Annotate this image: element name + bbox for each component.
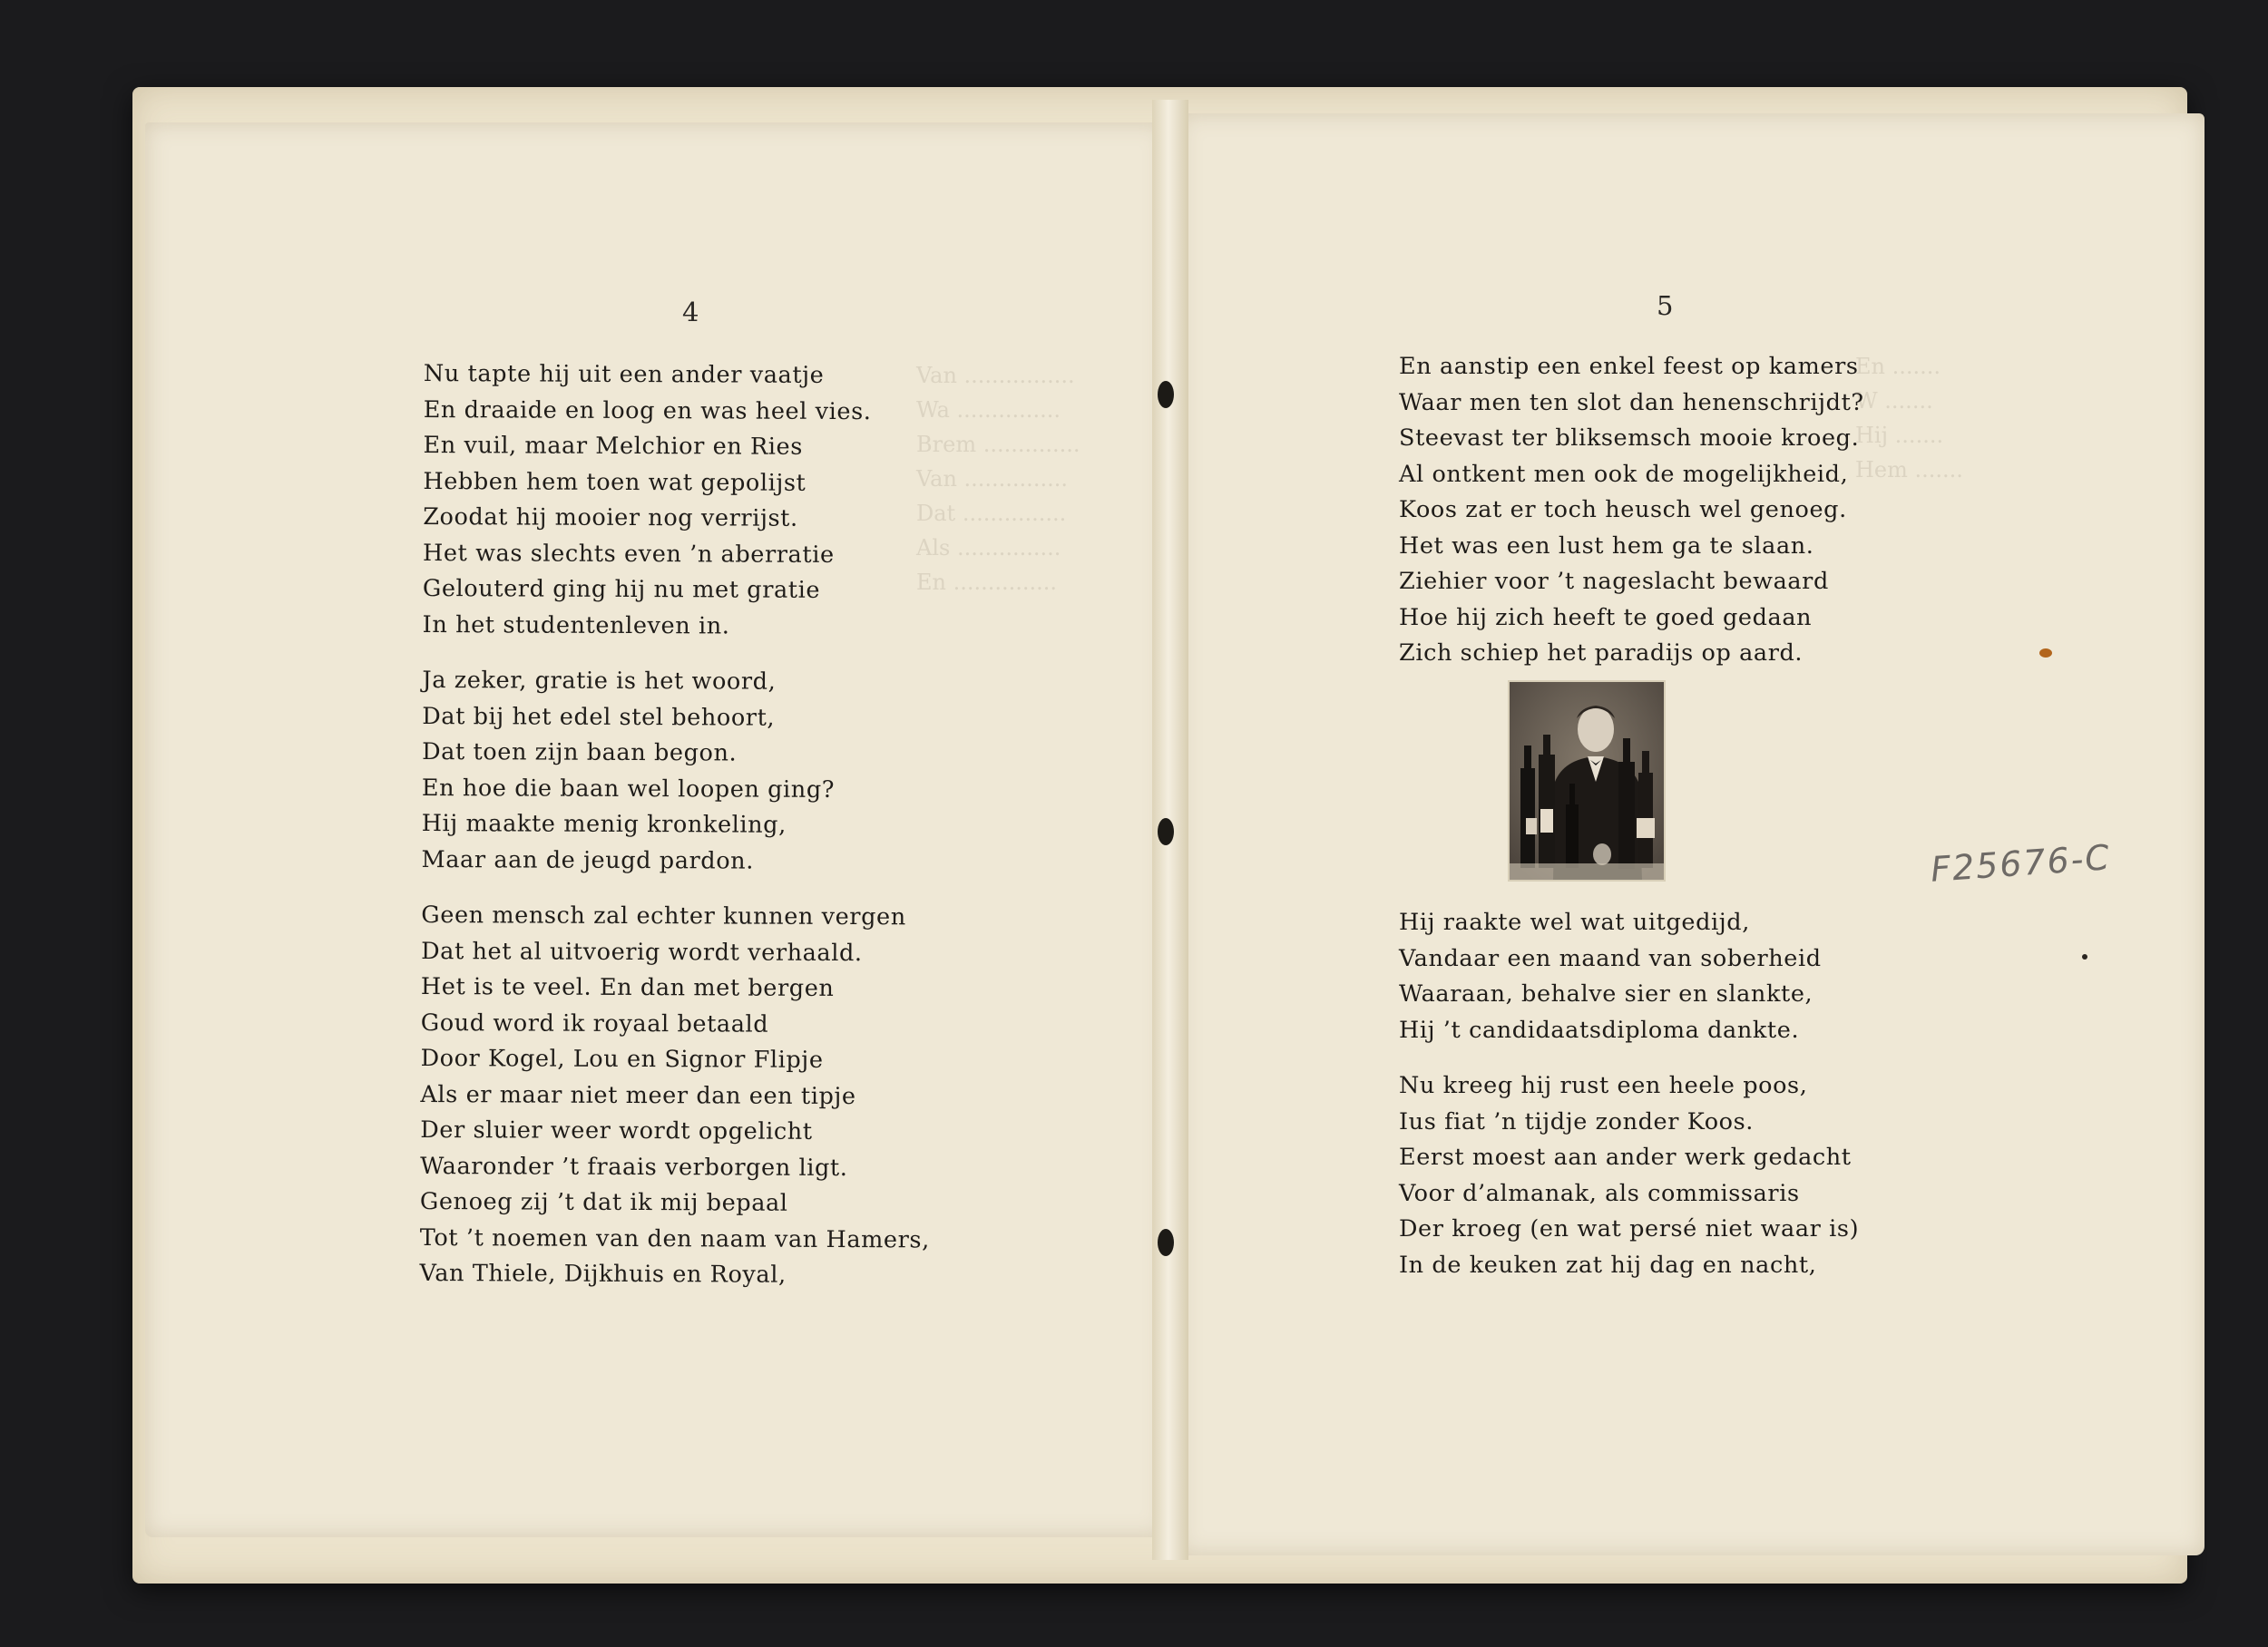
binding-hole	[1158, 1229, 1174, 1256]
poem-line: Dat toen zijn baan begon.	[422, 737, 738, 767]
page-number-left: 4	[682, 297, 700, 327]
poem-line: Waar men ten slot dan henenschrijdt?	[1399, 388, 1864, 416]
poem-line: Ziehier voor ’t nageslacht bewaard	[1399, 568, 1829, 595]
portrait-photo-image	[1510, 682, 1664, 880]
poem-line: Het was slechts even ’n aberratie	[422, 539, 835, 569]
poem-line: Het was een lust hem ga te slaan.	[1399, 531, 1814, 560]
show-through-text: En ....... W ....... Hij ....... Hem .......	[1855, 354, 1963, 482]
poem-line: Eerst moest aan ander werk gedacht	[1399, 1144, 1852, 1171]
poem-line: Dat bij het edel stel behoort,	[422, 702, 776, 732]
page-number-right: 5	[1657, 290, 1675, 321]
poem-line: Hij ’t candidaatsdiploma dankte.	[1399, 1016, 1800, 1044]
poem-line: Zich schiep het paradijs op aard.	[1399, 639, 1804, 667]
poem-line: Goud word ik royaal betaald	[420, 1009, 769, 1038]
poem-line: Ius fiat ’n tijdje zonder Koos.	[1399, 1107, 1754, 1135]
right-page	[1179, 113, 2204, 1555]
poem-line: Al ontkent men ook de mogelijkheid,	[1399, 460, 1849, 488]
poem-line: En vuil, maar Melchior en Ries	[423, 431, 804, 461]
poem-line: Hebben hem toen wat gepolijst	[423, 467, 807, 497]
poem-line: Nu tapte hij uit een ander vaatje	[423, 359, 825, 389]
poem-line: Vandaar een maand van soberheid	[1399, 944, 1822, 972]
stanza	[1399, 349, 1864, 672]
poem-line: Dat het al uitvoerig wordt verhaald.	[421, 937, 863, 967]
poem-line: Der kroeg (en wat persé niet waar is)	[1399, 1215, 1860, 1243]
poem-line: Hoe hij zich heeft te goed gedaan	[1399, 603, 1813, 631]
poem-line: In het studentenleven in.	[422, 610, 730, 639]
paper-speck	[2082, 954, 2087, 960]
poem-line: Van Thiele, Dijkhuis en Royal,	[419, 1259, 787, 1289]
poem-line: Hij raakte wel wat uitgedijd,	[1399, 909, 1750, 936]
stanza	[1399, 905, 1859, 1048]
poem-line: Door Kogel, Lou en Signor Flipje	[420, 1044, 824, 1074]
poem-line: Geen mensch zal echter kunnen vergen	[421, 901, 906, 931]
poem-line: Koos zat er toch heusch wel genoeg.	[1399, 496, 1847, 523]
poem-line: In de keuken zat hij dag en nacht,	[1399, 1251, 1817, 1279]
paper-stain	[2039, 648, 2052, 658]
show-through-text: Van ................ Wa ............... Brem .............. Van ............... Dat ............... Als ............... En ...............	[916, 363, 1080, 595]
poem-line: Het is te veel. En dan met bergen	[420, 972, 835, 1002]
binding-hole	[1158, 818, 1174, 845]
poem-line: Gelouterd ging hij nu met gratie	[422, 574, 821, 604]
poem-line: Waaraan, behalve sier en slankte,	[1399, 980, 1813, 1008]
left-page-poem	[419, 356, 934, 1314]
poem-line: En aanstip een enkel feest op kamers	[1399, 353, 1859, 380]
poem-line: Voor d’almanak, als commissaris	[1399, 1179, 1800, 1207]
poem-line: Tot ’t noemen van den naam van Hamers,	[419, 1223, 930, 1253]
poem-line: Maar aan de jeugd pardon.	[421, 845, 755, 875]
stanza	[419, 898, 931, 1294]
poem-line: Der sluier weer wordt opgelicht	[420, 1116, 813, 1145]
stanza	[1399, 1068, 1859, 1283]
portrait-photo	[1508, 680, 1666, 882]
catalog-annotation: F25676-C	[1929, 837, 2113, 890]
poem-line: En draaide en loog en was heel vies.	[423, 395, 872, 425]
poem-line: Ja zeker, gratie is het woord,	[422, 666, 777, 696]
poem-line: Zoodat hij mooier nog verrijst.	[423, 502, 798, 532]
stanza	[423, 356, 934, 645]
stanza	[421, 663, 932, 880]
poem-line: En hoe die baan wel loopen ging?	[421, 774, 836, 804]
poem-line: Nu kreeg hij rust een heele poos,	[1399, 1072, 1808, 1099]
right-page-poem-top	[1399, 349, 1864, 692]
poem-line: Genoeg zij ’t dat ik mij bepaal	[419, 1187, 788, 1217]
right-page-poem-bottom	[1399, 905, 1859, 1303]
poem-line: Waaronder ’t fraais verborgen ligt.	[420, 1152, 848, 1182]
poem-line: Hij maakte menig kronkeling,	[421, 809, 787, 839]
poem-line: Steevast ter bliksemsch mooie kroeg.	[1399, 424, 1860, 452]
binding-hole	[1158, 381, 1174, 408]
poem-line: Als er maar niet meer dan een tipje	[420, 1080, 856, 1110]
